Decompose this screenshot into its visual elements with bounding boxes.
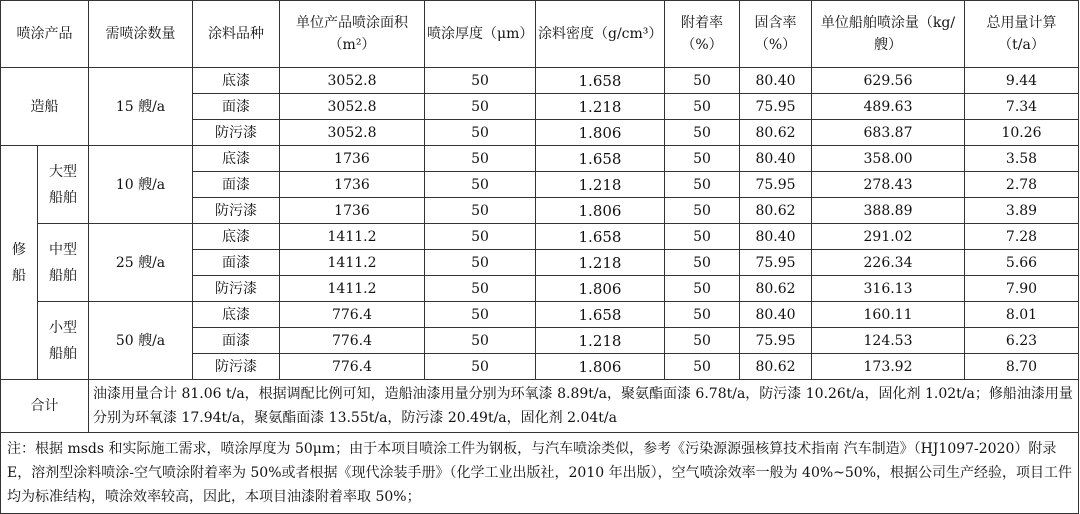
cell-adhesion: 50: [665, 328, 740, 354]
cell-unit-amount: 160.11: [812, 302, 965, 328]
cell-density: 1.218: [536, 328, 665, 354]
table-note: 注：根据 msds 和实际施工需求，喷涂厚度为 50μm；由于本项目喷涂工件为钢板，与汽车喷涂类似，参考《污染源源强核算技术指南 汽车制造》（HJ1097-2020）附录 E，溶剂型涂料喷涂-空气喷涂附着率为 50%或者根据《现代涂装手册》（化学工业出版社，2010 年出版），空气喷涂效率一般为 40%~50%，根据公司生产经验，项目工件均为标准结构，喷涂效率较高，因此，本项目油漆附着率取 50%；: [1, 433, 1079, 514]
table-row: [1, 224, 1079, 250]
cell-total: 8.01: [965, 302, 1079, 328]
cell-solid: 80.40: [740, 302, 812, 328]
cell-thickness: 50: [425, 224, 536, 250]
cell-thickness: 50: [425, 94, 536, 120]
cell-density: 1.806: [536, 120, 665, 146]
group-small-text: 小型船舶: [49, 319, 77, 362]
group-repair-label: [1, 146, 38, 380]
cell-total: 3.89: [965, 198, 1079, 224]
cell-unit-amount: 291.02: [812, 224, 965, 250]
cell-area: 3052.8: [280, 120, 425, 146]
header-row: [1, 1, 1079, 68]
cell-paint: 防污漆: [193, 120, 280, 146]
cell-area: 1736: [280, 146, 425, 172]
header-total: 总用量计算（t/a）: [965, 1, 1079, 68]
cell-density: 1.658: [536, 224, 665, 250]
cell-density: 1.218: [536, 250, 665, 276]
cell-paint: 底漆: [193, 68, 280, 94]
cell-paint: 防污漆: [193, 198, 280, 224]
cell-unit-amount: 358.00: [812, 146, 965, 172]
cell-solid: 80.40: [740, 146, 812, 172]
header-unit-amount: 单位船舶喷涂量（kg/艘）: [812, 1, 965, 68]
cell-total: 3.58: [965, 146, 1079, 172]
cell-unit-amount: 173.92: [812, 354, 965, 380]
cell-area: 776.4: [280, 354, 425, 380]
cell-paint: 底漆: [193, 224, 280, 250]
table-row: [1, 146, 1079, 172]
cell-adhesion: 50: [665, 68, 740, 94]
cell-thickness: 50: [425, 328, 536, 354]
cell-paint: 面漆: [193, 250, 280, 276]
cell-area: 1411.2: [280, 250, 425, 276]
header-paint-type: 涂料品种: [193, 1, 280, 68]
cell-adhesion: 50: [665, 94, 740, 120]
cell-solid: 75.95: [740, 172, 812, 198]
cell-thickness: 50: [425, 354, 536, 380]
cell-solid: 80.40: [740, 224, 812, 250]
cell-area: 1411.2: [280, 276, 425, 302]
group-medium-label: [38, 224, 89, 302]
cell-unit-amount: 489.63: [812, 94, 965, 120]
group-small-quantity: 50 艘/a: [89, 302, 193, 380]
cell-total: 7.28: [965, 224, 1079, 250]
cell-adhesion: 50: [665, 120, 740, 146]
cell-thickness: 50: [425, 198, 536, 224]
cell-paint: 防污漆: [193, 354, 280, 380]
cell-area: 1411.2: [280, 224, 425, 250]
cell-total: 10.26: [965, 120, 1079, 146]
cell-unit-amount: 226.34: [812, 250, 965, 276]
table-row: [1, 302, 1079, 328]
cell-total: 6.23: [965, 328, 1079, 354]
cell-thickness: 50: [425, 146, 536, 172]
cell-solid: 80.40: [740, 68, 812, 94]
cell-adhesion: 50: [665, 302, 740, 328]
cell-paint: 面漆: [193, 94, 280, 120]
cell-total: 7.90: [965, 276, 1079, 302]
cell-density: 1.806: [536, 354, 665, 380]
cell-area: 1736: [280, 172, 425, 198]
cell-adhesion: 50: [665, 198, 740, 224]
group-large-text: 大型船舶: [49, 163, 77, 206]
cell-unit-amount: 388.89: [812, 198, 965, 224]
cell-density: 1.658: [536, 302, 665, 328]
cell-solid: 75.95: [740, 94, 812, 120]
cell-paint: 底漆: [193, 146, 280, 172]
cell-thickness: 50: [425, 250, 536, 276]
group-repair-text: 修船: [12, 241, 26, 284]
cell-solid: 75.95: [740, 328, 812, 354]
note-row: [1, 433, 1079, 514]
cell-paint: 面漆: [193, 172, 280, 198]
cell-adhesion: 50: [665, 250, 740, 276]
cell-adhesion: 50: [665, 172, 740, 198]
cell-thickness: 50: [425, 120, 536, 146]
cell-paint: 防污漆: [193, 276, 280, 302]
cell-density: 1.218: [536, 94, 665, 120]
cell-density: 1.218: [536, 172, 665, 198]
cell-solid: 75.95: [740, 250, 812, 276]
cell-density: 1.806: [536, 276, 665, 302]
cell-area: 776.4: [280, 302, 425, 328]
header-product: 喷涂产品: [1, 1, 89, 68]
cell-thickness: 50: [425, 68, 536, 94]
group-large-quantity: 10 艘/a: [89, 146, 193, 224]
cell-adhesion: 50: [665, 146, 740, 172]
cell-solid: 80.62: [740, 120, 812, 146]
summary-row: [1, 380, 1079, 433]
header-thickness: 喷涂厚度（μm）: [425, 1, 536, 68]
cell-total: 5.66: [965, 250, 1079, 276]
cell-total: 7.34: [965, 94, 1079, 120]
cell-density: 1.658: [536, 68, 665, 94]
cell-paint: 底漆: [193, 302, 280, 328]
group-build-quantity: 15 艘/a: [89, 68, 193, 146]
cell-unit-amount: 683.87: [812, 120, 965, 146]
cell-total: 2.78: [965, 172, 1079, 198]
cell-density: 1.658: [536, 146, 665, 172]
cell-area: 1736: [280, 198, 425, 224]
header-density: 涂料密度（g/cm³）: [536, 1, 665, 68]
group-build-label: 造船: [1, 68, 89, 146]
cell-adhesion: 50: [665, 354, 740, 380]
group-medium-text: 中型船舶: [49, 241, 77, 284]
cell-solid: 80.62: [740, 276, 812, 302]
group-large-label: [38, 146, 89, 224]
cell-unit-amount: 124.53: [812, 328, 965, 354]
summary-label: 合计: [1, 380, 89, 433]
cell-thickness: 50: [425, 276, 536, 302]
header-quantity: 需喷涂数量: [89, 1, 193, 68]
cell-paint: 面漆: [193, 328, 280, 354]
header-solid: 固含率（%）: [740, 1, 812, 68]
cell-thickness: 50: [425, 172, 536, 198]
cell-unit-amount: 278.43: [812, 172, 965, 198]
cell-density: 1.806: [536, 198, 665, 224]
cell-solid: 80.62: [740, 198, 812, 224]
header-adhesion: 附着率（%）: [665, 1, 740, 68]
cell-area: 3052.8: [280, 94, 425, 120]
cell-unit-amount: 316.13: [812, 276, 965, 302]
header-area: 单位产品喷涂面积（m²）: [280, 1, 425, 68]
summary-text: 油漆用量合计 81.06 t/a，根据调配比例可知，造船油漆用量分别为环氧漆 8.89t/a，聚氨酯面漆 6.78t/a，防污漆 10.26t/a，固化剂 1.02t/a；修船油漆用量分别为环氧漆 17.94t/a，聚氨酯面漆 13.55t/a，防污漆 20.49t/a，固化剂 2.04t/a: [89, 380, 1079, 433]
cell-adhesion: 50: [665, 276, 740, 302]
table-row: [1, 68, 1079, 94]
group-medium-quantity: 25 艘/a: [89, 224, 193, 302]
cell-area: 3052.8: [280, 68, 425, 94]
cell-thickness: 50: [425, 302, 536, 328]
cell-area: 776.4: [280, 328, 425, 354]
group-small-label: [38, 302, 89, 380]
cell-solid: 80.62: [740, 354, 812, 380]
cell-adhesion: 50: [665, 224, 740, 250]
cell-total: 9.44: [965, 68, 1079, 94]
cell-unit-amount: 629.56: [812, 68, 965, 94]
cell-total: 8.70: [965, 354, 1079, 380]
